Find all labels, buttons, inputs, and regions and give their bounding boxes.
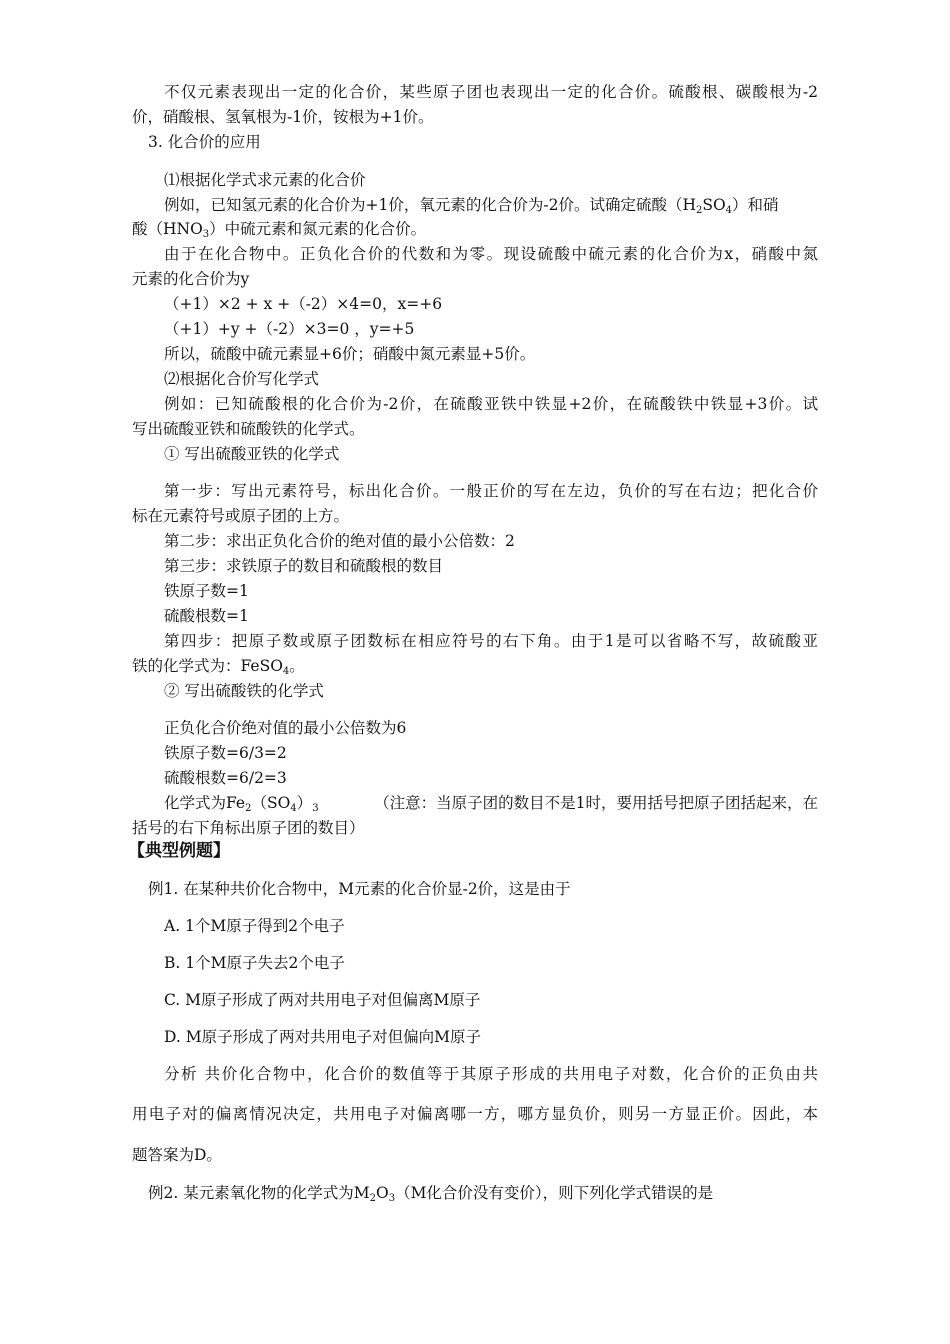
note-text: （注意：当原子团的数目不是1时，要用括号把原子团括起来，在 (374, 794, 818, 812)
option-c: C. M原子形成了两对共用电子对但偏离M原子 (164, 991, 481, 1009)
example-1-question: 例1. 在某种共价化合物中，M元素的化合价显-2价，这是由于 (148, 880, 571, 898)
part-1-title: ① 写出硫酸亚铁的化学式 (164, 445, 340, 463)
option-a: A. 1个M原子得到2个电子 (164, 917, 345, 935)
subscript: 3 (388, 1193, 396, 1204)
analysis-line-2: 用电子对的偏离情况决定，共用电子对偏离哪一方，哪方显负价，则另一方显正价。因此，本 (132, 1105, 818, 1123)
equation-2: （+1）+y +（-2）×3=0 ，y=+5 (164, 320, 415, 338)
subscript: 2 (695, 205, 703, 216)
analysis-line-3: 题答案为D。 (132, 1146, 222, 1164)
text: 。 (289, 657, 305, 675)
reason-line-2: 元素的化合价为y (132, 270, 250, 288)
option-b: B. 1个M原子失去2个电子 (164, 954, 345, 972)
text: ）中硫元素和氮元素的化合价。 (209, 220, 427, 238)
subscript: 4 (290, 803, 297, 814)
formula-line-1 (164, 793, 818, 813)
lcm-line: 正负化合价绝对值的最小公倍数为6 (164, 719, 407, 737)
example-2-question (148, 1183, 713, 1203)
subscript: 3 (202, 229, 210, 240)
fe-atom-count: 铁原子数=1 (164, 582, 249, 600)
subscript: 2 (369, 1193, 376, 1204)
part-2-title: ② 写出硫酸铁的化学式 (164, 682, 324, 700)
subscript: 4 (282, 666, 290, 677)
example-2-line-2: 写出硫酸亚铁和硫酸铁的化学式。 (132, 420, 365, 438)
reason-line-1: 由于在化合物中。正负化合价的代数和为零。现设硫酸中硫元素的化合价为x，硝酸中氮 (164, 245, 818, 263)
text: 化学式为Fe (164, 794, 246, 812)
step-3: 第三步：求铁原子的数目和硫酸根的数目 (164, 557, 444, 575)
subsection-1-title: ⑴根据化学式求元素的化合价 (164, 171, 366, 189)
text: SO (702, 196, 726, 214)
section-3-title: 3. 化合价的应用 (148, 133, 261, 151)
sulfate-count-2: 硫酸根数=6/2=3 (164, 769, 287, 787)
example-1-line-2 (132, 219, 426, 239)
text: 例2. 某元素氧化物的化学式为M (148, 1184, 370, 1202)
subsection-2-title: ⑵根据化合价写化学式 (164, 370, 320, 388)
text: （M化合价没有变价），则下列化学式错误的是 (395, 1184, 714, 1202)
intro-line-1: 不仅元素表现出一定的化合价，某些原子团也表现出一定的化合价。硫酸根、碳酸根为-2 (164, 83, 818, 101)
text: O (375, 1184, 389, 1202)
example-2-line-1: 例如：已知硫酸根的化合价为-2价，在硫酸亚铁中铁显+2价，在硫酸铁中铁显+3价。试 (164, 395, 818, 413)
formula-line-2: 括号的右下角标出原子团的数目） (132, 819, 365, 837)
typical-examples-heading: 【典型例题】 (128, 841, 230, 861)
conclusion: 所以，硫酸中硫元素显+6价；硝酸中氮元素显+5价。 (164, 345, 536, 363)
subscript: 3 (312, 803, 319, 814)
step-2: 第二步：求出正负化合价的绝对值的最小公倍数：2 (164, 532, 515, 550)
equation-1: （+1）×2 + x +（-2）×4=0，x=+6 (164, 295, 443, 313)
intro-line-2: 价，硝酸根、氢氧根为-1价，铵根为+1价。 (132, 108, 434, 126)
step-1-line-1: 第一步：写出元素符号，标出化合价。一般正价的写在左边，负价的写在右边；把化合价 (164, 482, 818, 500)
text: ）和硝 (732, 196, 779, 214)
text: ） (296, 794, 313, 812)
option-d: D. M原子形成了两对共用电子对但偏向M原子 (164, 1028, 481, 1046)
text (164, 793, 319, 813)
text: （SO (251, 794, 291, 812)
example-1-line-1 (164, 195, 779, 215)
subscript: 2 (245, 803, 252, 814)
text: 铁的化学式为：FeSO (132, 657, 283, 675)
sulfate-count: 硫酸根数=1 (164, 607, 249, 625)
text: 例如，已知氢元素的化合价为+1价，氧元素的化合价为-2价。试确定硫酸（H (164, 196, 696, 214)
step-4-line-1: 第四步：把原子数或原子团数标在相应符号的右下角。由于1是可以省略不写，故硫酸亚 (164, 632, 818, 650)
fe-atom-count-2: 铁原子数=6/3=2 (164, 744, 287, 762)
text: 酸（HNO (132, 220, 203, 238)
step-1-line-2: 标在元素符号或原子团的上方。 (132, 507, 350, 525)
subscript: 4 (725, 205, 733, 216)
analysis-line-1: 分析 共价化合物中，化合价的数值等于其原子形成的共用电子对数，化合价的正负由共 (164, 1065, 818, 1083)
step-4-line-2 (132, 656, 305, 676)
